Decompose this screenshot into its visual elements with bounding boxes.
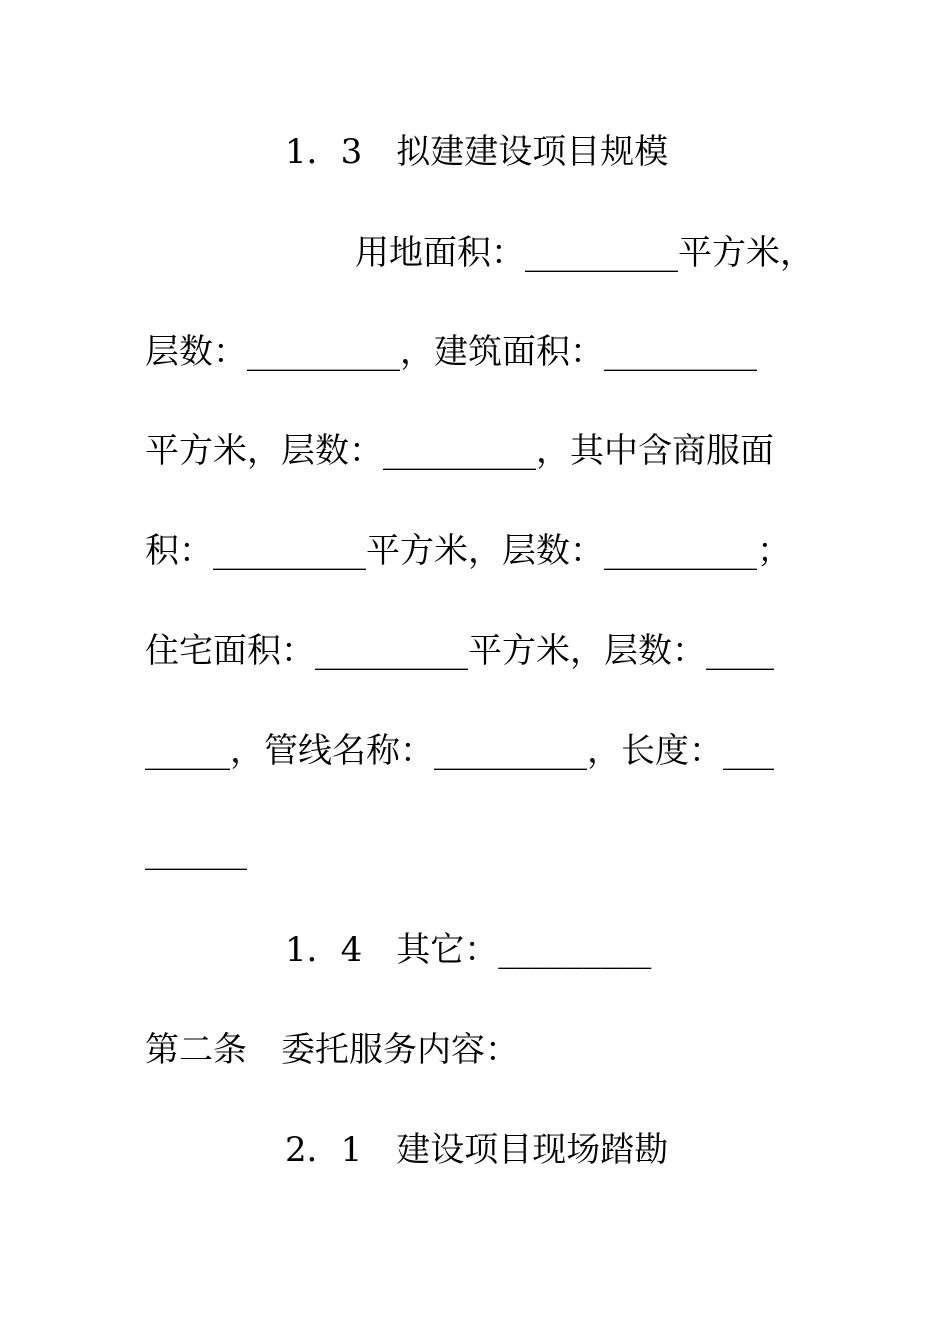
paragraph-line: 平方米，层数：_________，其中含商服面 [145, 431, 774, 471]
paragraph-line: 用地面积：_________平方米， [355, 233, 814, 273]
paragraph-line: 层数：_________，建筑面积：_________ [145, 332, 757, 372]
paragraph-line: ______ [145, 831, 247, 871]
paragraph-line: 住宅面积：_________平方米，层数：____ [145, 631, 774, 671]
paragraph-line: _____，管线名称：_________，长度：___ [145, 731, 774, 771]
article-heading: 第二条 委托服务内容： [145, 1030, 519, 1070]
section-heading-2-1: 2．1 建设项目现场踏勘 [285, 1130, 669, 1170]
paragraph-line: 积：_________平方米，层数：_________； [145, 531, 791, 571]
section-heading-1-3: 1．3 拟建建设项目规模 [285, 132, 669, 172]
section-heading-1-4: 1．4 其它：_________ [285, 930, 652, 970]
